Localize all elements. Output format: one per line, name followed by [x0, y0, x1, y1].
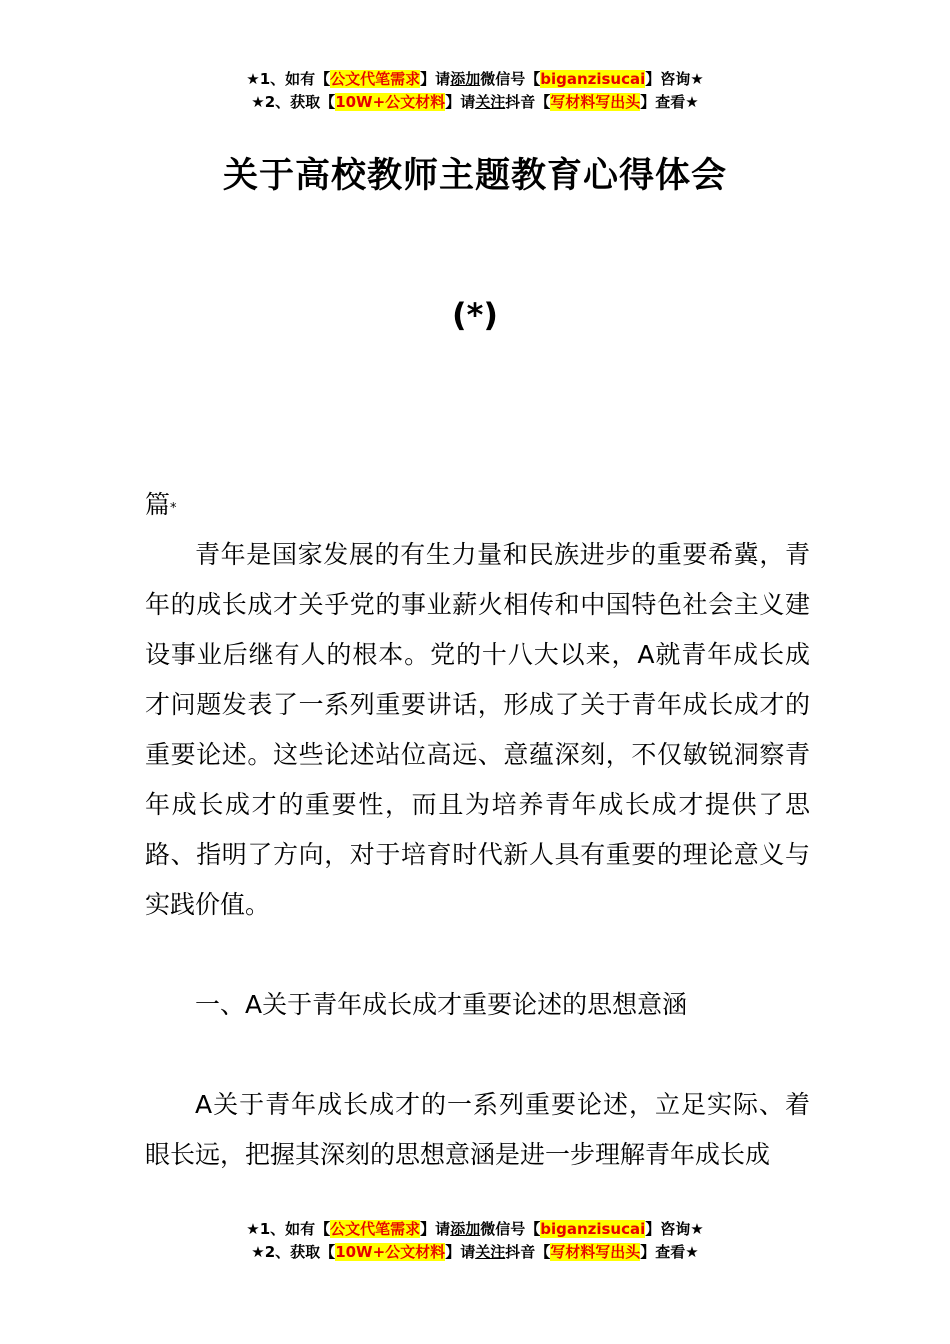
promo-line-2: ★2、获取【10W+公文材料】请关注抖音【写材料写出头】查看★ — [251, 1243, 699, 1261]
document-title: 关于高校教师主题教育心得体会 — [222, 156, 727, 196]
paragraph-intro: 青年是国家发展的有生力量和民族进步的重要希冀，青年的成长成才关乎党的事业薪火相传和中国特色社会主义建设事业后继有人的根本。党的十八大以来，A就青年成长成才问题发表了一系列重要讲话，形成了关于青年成长成才的重要论述。这些论述站位高远、意蕴深刻，不仅敏锐洞察青年成长成才的重要性，而且为培养青年成长成才提供了思路、指明了方向，对于培育时代新人具有重要的理论意义与实践价值。 — [145, 540, 810, 919]
highlight-service: 公文代笔需求 — [330, 1220, 421, 1238]
highlight-douyin-id: 写材料写出头 — [550, 1243, 641, 1261]
highlight-douyin-id: 写材料写出头 — [550, 93, 641, 111]
promo-line-1: ★1、如有【公文代笔需求】请添加微信号【biganzisucai】咨询★ — [246, 70, 704, 88]
promo-banner-bottom — [0, 1218, 950, 1264]
document-subtitle: (*) — [452, 296, 498, 334]
promo-line-2: ★2、获取【10W+公文材料】请关注抖音【写材料写出头】查看★ — [251, 93, 699, 111]
promo-line-1: ★1、如有【公文代笔需求】请添加微信号【biganzisucai】咨询★ — [246, 1220, 704, 1238]
section-heading: 一、A关于青年成长成才重要论述的思想意涵 — [195, 990, 688, 1019]
highlight-wechat-id: biganzisucai — [540, 70, 646, 88]
highlight-wechat-id: biganzisucai — [540, 1220, 646, 1238]
section-label: 篇* — [145, 490, 177, 519]
highlight-materials: 10W+公文材料 — [335, 1243, 446, 1261]
highlight-service: 公文代笔需求 — [330, 70, 421, 88]
paragraph-section-1: A关于青年成长成才的一系列重要论述，立足实际、着眼长远，把握其深刻的思想意涵是进一步理解青年成长成 — [145, 1090, 810, 1169]
promo-banner-top — [0, 68, 950, 114]
highlight-materials: 10W+公文材料 — [335, 93, 446, 111]
